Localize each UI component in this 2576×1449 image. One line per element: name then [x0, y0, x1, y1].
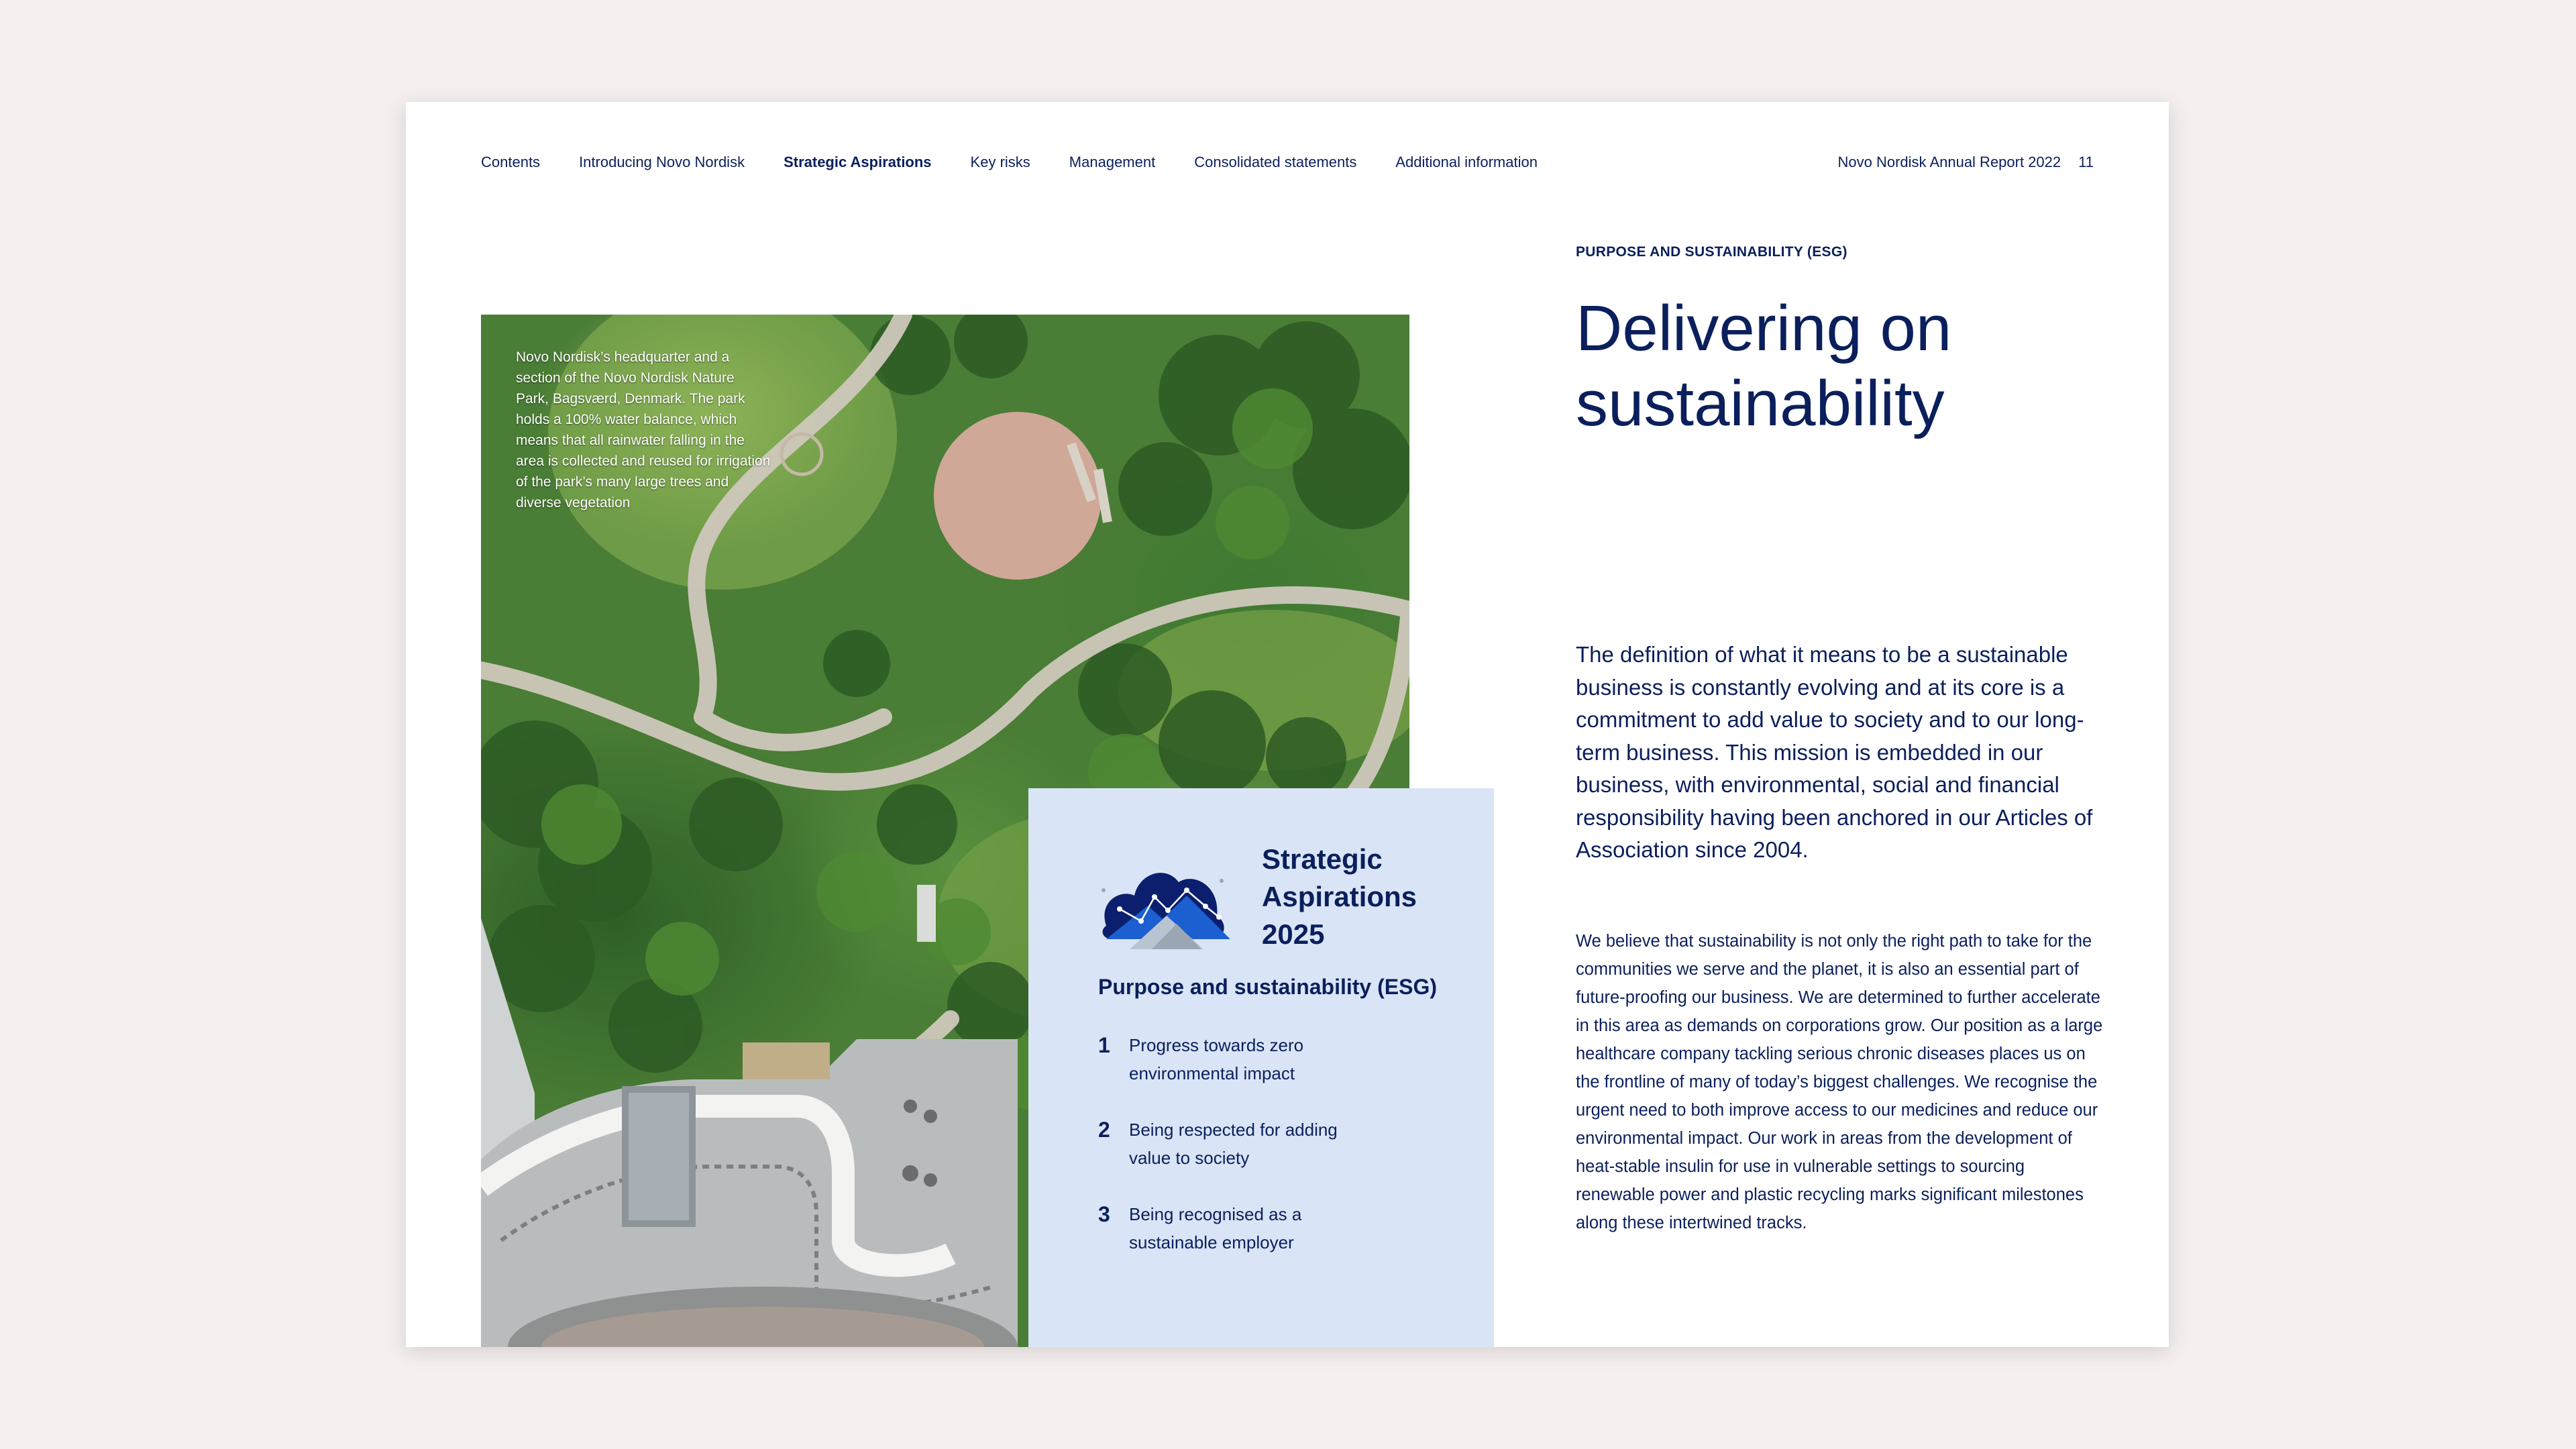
page-number: 11: [2078, 154, 2094, 170]
list-item-number: 1: [1098, 1033, 1110, 1057]
title-line-1: Strategic: [1262, 843, 1383, 875]
page-title: [1576, 291, 2086, 441]
strategic-aspirations-subtitle: Purpose and sustainability (ESG): [1098, 975, 1437, 999]
nav-strategic-aspirations[interactable]: Strategic Aspirations: [784, 154, 932, 170]
page-header-right: [1838, 154, 2094, 171]
nav-management[interactable]: Management: [1069, 154, 1156, 170]
section-eyebrow: PURPOSE AND SUSTAINABILITY (ESG): [1576, 244, 1847, 260]
list-item: [1098, 1031, 1474, 1087]
nav-consolidated-statements[interactable]: Consolidated statements: [1194, 154, 1357, 170]
report-page: [406, 102, 2169, 1347]
aspirations-list: [1098, 1031, 1474, 1285]
list-item: [1098, 1116, 1474, 1172]
report-title: Novo Nordisk Annual Report 2022: [1837, 154, 2061, 170]
nav-contents[interactable]: Contents: [481, 154, 541, 170]
headline-line-1: Delivering on: [1576, 292, 1952, 364]
list-item-text: Progress towards zero environmental impact: [1129, 1035, 1304, 1083]
list-item: [1098, 1200, 1474, 1256]
headline-line-2: sustainability: [1576, 368, 1945, 439]
lead-paragraph: The definition of what it means to be a sustainable business is constantly evolving and at its core is a commitment to add value to society and to our long-term business. This mission is embedded in our business, with environmental, social and financial responsibility having been anchored in our Articles of Association since 2004.: [1576, 642, 2093, 862]
list-item-number: 2: [1098, 1118, 1110, 1142]
title-line-3: 2025: [1262, 918, 1325, 950]
mountain-constellation-icon: [1093, 842, 1235, 949]
strategic-aspirations-title: [1262, 841, 1477, 953]
nav-introducing-novo-nordisk[interactable]: Introducing Novo Nordisk: [579, 154, 745, 170]
list-item-text: Being respected for adding value to society: [1129, 1120, 1338, 1168]
list-item-text: Being recognised as a sustainable employer: [1129, 1204, 1302, 1252]
title-line-2: Aspirations: [1262, 881, 1417, 912]
body-paragraph: We believe that sustainability is not only the right path to take for the communities we serve and the planet, it is also an essential part of future-proofing our business. We are determined to further accelerate in this area as demands on corporations grow. Our position as a large healthcare company tackling serious chronic diseases places us on the frontline of many of today’s biggest challenges. We recognise the urgent need to both improve access to our medicines and reduce our environmental impact. Our work in areas from the development of heat-stable insulin for use in vulnerable settings to sourcing renewable power and plastic recycling marks significant milestones along these intertwined tracks.: [1576, 932, 2103, 1232]
photo-caption: Novo Nordisk’s headquarter and a section of the Novo Nordisk Nature Park, Bagsværd, Denmark. The park holds a 100% water balance, which means that all rainwater falling in the area is collected and reused for irrigation of the park’s many large trees and diverse vegetation: [516, 350, 771, 511]
top-navigation: [481, 149, 2094, 176]
nav-additional-information[interactable]: Additional information: [1395, 154, 1538, 170]
nav-key-risks[interactable]: Key risks: [970, 154, 1030, 170]
list-item-number: 3: [1098, 1202, 1110, 1226]
strategic-aspirations-box: [1028, 788, 1494, 1347]
